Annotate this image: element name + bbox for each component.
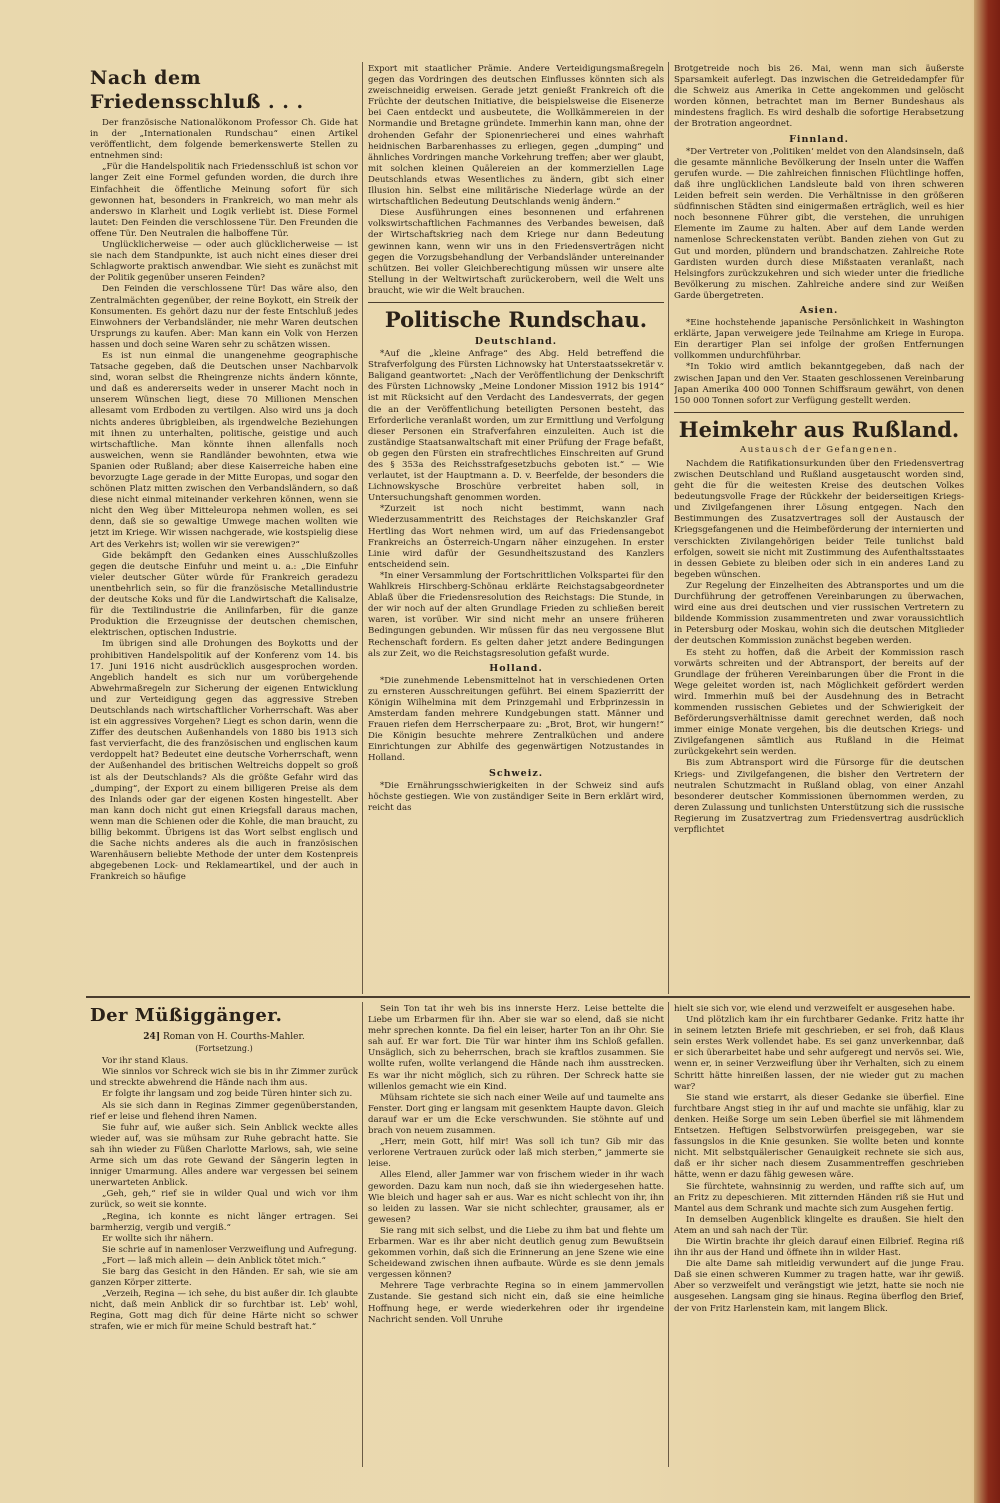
paragraph: „Fort — laß mich allein — dein Anblick tötet mich.“ [102,1255,326,1266]
novel-title: Der Müßiggänger. [90,1005,283,1026]
paragraph: Nachdem die Ratifikationsurkunden über den Friedensvertrag zwischen Deutschland und Rußland ausgetauscht worden sind, geht die für die weitesten Kreise des deutschen Volkes bedeutungsvolle Frage der Rückkehr der beiderseitigen Kriegs- und Zivilgefangenen ihrer Lösung entgegen. Nach den Bestimmungen des Zusatzvertrages soll der Austausch der Kriegsgefangenen und die Heimbeförderung der internierten und verschickten Zivilangehörigen beider Teile tunlichst bald erfolgen, soweit sie nicht mit Zustimmung des Aufenthaltsstaates in dessen Gebiete zu bleiben oder sich in ein anderes Land zu begeben wünschen. [674,458,964,580]
column-rule [668,62,669,994]
feuilleton-column-1 [90,1004,358,1466]
paragraph: „Verzeih, Regina — ich sehe, du bist außer dir. Ich glaubte nicht, daß mein Anblick dir so furchtbar ist. Leb' wohl, Regina, Gott mag dich für deine Härte nicht so schwer strafen, wie er mich für meine Schuld bestraft hat.“ [90,1289,358,1333]
paragraph: Es ist nun einmal die unangenehme geographische Tatsache gegeben, daß die Deutschen unser Nachbarvolk sind, woran selbst die Rheingrenze nichts ändern könnte, und daß es andererseits weder in unserer Macht noch in unserem Wünschen liegt, diese 70 Millionen Menschen allesamt vom Erdboden zu vertilgen. Also wird uns ja doch nichts anderes übrigbleiben, als irgendwelche Beziehungen mit ihnen zu unterhalten, politische, geistige und auch wirtschaftliche. Man könnte ihnen allenfalls noch ausweichen, wenn sie Randländer bewohnten, etwa wie Spanien oder Rußland; aber diese Kaiserreiche haben eine bevorzugte Lage gerade in der Mitte Europas, und sogar den schönen Platz mitten zwischen den Verbandsländern, so daß diese nicht einmal miteinander verkehren können, wenn sie nicht den Weg über Mitteleuropa nehmen wollen, es sei denn, daß sie so gewaltige Umwege machen wollten wie jetzt im Kriege. Wir wissen nachgerade, wie kostspielig diese Art des Verkehrs ist; wollen wir sie verewigen?“ [90,350,358,550]
novel-author: Roman von H. Courths-Mahler. [162,1032,305,1042]
paragraph: Gide bekämpft den Gedanken eines Ausschlußzolles gegen die deutsche Einfuhr und meint u. a.: „Die Einfuhr vieler deutscher Güter würde für Frankreich geradezu unentbehrlich sein, so für die französische Metallindustrie der deutsche Koks und für die Landwirtschaft die Kalisalze, für die Textilindustrie die Anilinfarben, für die ganze Produktion die Erzeugnisse der deutschen chemischen, elektrischen, optischen Industrie. [90,550,358,639]
subsection-heading: Schweiz. [488,767,544,779]
paragraph: Er folgte ihr langsam und zog beide Türen hinter sich zu. [102,1089,353,1100]
section-separator [86,996,970,998]
column-rule [362,62,363,994]
paragraph: *Auf die „kleine Anfrage“ des Abg. Held betreffend die Strafverfolgung des Fürsten Lichnowsky hat Unterstaatssekretär v. Baligand geantwortet: „Nach der Veröffentlichung der Denkschrift des Fürsten Lichnowsky „Meine Londoner Mission 1912 bis 1914“ ist mit Rücksicht auf den Verdacht des Landesverrats, der gegen die an der Veröffentlichung beteiligten Personen besteht, das Erforderliche veranlaßt worden, um zur Ermittlung und Verfolgung dieser Personen ein Strafverfahren einzuleiten. Auch ist die zuständige Staatsanwaltschaft mit einer Prüfung der Frage befaßt, ob gegen den Fürsten ein strafrechtliches Einschreiten auf Grund des § 353a des Reichsstrafgesetzbuchs geboten ist.“ — Wie verlautet, ist der Hauptmann a. D. v. Beerfelde, der besonders die Lichnowskysche Broschüre verbreitet haben soll, in Untersuchungshaft genommen worden. [368,349,664,504]
article-title: Heimkehr aus Rußland. [678,416,960,442]
paragraph: hielt sie sich vor, wie elend und verzweifelt er ausgesehen habe. [674,1004,955,1014]
paragraph: *Die Ernährungsschwierigkeiten in der Schweiz sind aufs höchste gestiegen. Wie von zuständiger Seite in Bern erklärt wird, reicht das [368,780,664,813]
paragraph: Bis zum Abtransport wird die Fürsorge für die deutschen Kriegs- und Zivilgefangenen, die bisher den Vertretern der neutralen Schutzmacht in Rußland oblag, von einer Anzahl besonderer deutscher Kommissionen übernommen werden, zu deren Zulassung und tunlichsten Unterstützung sich die russische Regierung im Zusatzvertrag zum Friedensvertrag ausdrücklich verpflichtet [674,758,964,835]
paragraph: Als sie sich dann in Reginas Zimmer gegenüberstanden, rief er leise und flehend ihren Namen. [90,1100,358,1122]
paragraph: „Für die Handelspolitik nach Friedensschluß ist schon vor langer Zeit eine Formel gefunden worden, die durch ihre Einfachheit die öffentliche Meinung sofort für sich gewonnen hat, besonders in Frankreich, wo man mehr als anderswo in Klarheit und Logik verliebt ist. Diese Formel lautet: Den Feinden die verschlossene Tür. Den Freunden die offene Tür. Den Neutralen die halboffene Tür. [90,162,358,239]
paragraph: Der französische Nationalökonom Professor Ch. Gide hat in der „Internationalen Rundschau“ einen Artikel veröffentlicht, dem folgende bemerkenswerte Stellen zu entnehmen sind: [90,118,358,162]
paragraph: „Geh, geh,“ rief sie in wilder Qual und wich vor ihm zurück, so weit sie konnte. [90,1189,358,1211]
paragraph: Vor ihr stand Klaus. [102,1056,189,1067]
paragraph: Sein Ton tat ihr weh bis ins innerste Herz. Leise bettelte die Liebe um Erbarmen für ihn. Aber sie war so elend, daß sie nicht mehr sprechen konnte. Da fiel ein leiser, harter Ton an ihr Ohr. Sie sah auf. Er war fort. Die Tür war hinter ihm ins Schloß gefallen. Unsäglich, sich zu beherrschen, brach sie kraftlos zusammen. Sie wollte rufen, wollte verlangend die Hände nach ihm ausstrecken. Es war ihr nicht möglich, sich zu rühren. Der Schreck hatte sie willenlos gemacht wie ein Kind. [368,1004,664,1092]
paragraph: Die Wirtin brachte ihr gleich darauf einen Eilbrief. Regina riß ihn ihr aus der Hand und öffnete ihn in wilder Hast. [674,1236,964,1259]
continuation-note: (Fortsetzung.) [195,1044,253,1054]
paragraph: *Der Vertreter von ‚Politiken‘ meldet von den Alandsinseln, daß die gesamte männliche Bevölkerung der Inseln unter die Waffen gerufen wurde. — Die zahlreichen finnischen Flüchtlinge hoffen, daß ihre unglücklichen Landsleute bald von ihren schweren Leiden befreit sein werden. Die Verhältnisse in den größeren südfinnischen Städten sind einigermaßen erträglich, weil es hier noch besonnene Führer gibt, die verstehen, die unruhigen Elemente im Zaume zu halten. Aber auf dem Lande werden namenlose Schreckenstaten verübt. Banden ziehen von Gut zu Gut und morden, plündern und brandschatzen. Zahlreiche Rote Gardisten wurden durch diese Mißstaaten veranlaßt, nach Helsingfors zurückzukehren und sich wieder unter die friedliche Bevölkerung zu mischen. Zahlreiche andere sind zur Weißen Garde übergetreten. [674,146,964,301]
paragraph: *In einer Versammlung der Fortschrittlichen Volkspartei für den Wahlkreis Hirschberg-Schönau erklärte Reichstagsabgeordneter Ablaß über die Friedensresolution des Reichstags: Die Stunde, in der wir noch auf der alten Grundlage Frieden zu schließen bereit waren, ist vorüber. Wir sind nicht mehr an unsere früheren Bedingungen gebunden. Wir müssen für das neu vergossene Blut Rechenschaft fordern. Es gelten daher jetzt andere Bedingungen als zur Zeit, wo die Reichstagsresolution gefaßt wurde. [368,570,664,659]
paragraph: *In Tokio wird amtlich bekanntgegeben, daß nach der zwischen Japan und den Ver. Staaten geschlossenen Vereinbarung Japan Amerika 400 000 Tonnen Schiffsraum gewährt, von denen 150 000 Tonnen sofort zur Verfügung gestellt werden. [674,362,964,406]
paragraph: Und plötzlich kam ihr ein furchtbarer Gedanke. Fritz hatte ihr in seinem letzten Briefe mit geschrieben, er sei froh, daß Klaus sein erstes Werk vollendet habe. Es sei ganz unverkennbar, daß er sich überarbeitet habe und sehr aufgeregt und nervös sei. Wie, wenn er, in seiner Verzweiflung über ihr Verhalten, sich zu einem Schritt hätte hinreißen lassen, der nie wieder gut zu machen war? [674,1015,964,1092]
paragraph: Es steht zu hoffen, daß die Arbeit der Kommission rasch vorwärts schreiten und der Abtransport, der bereits auf der Grundlage der früheren Vereinbarungen über die Front in die Wege geleitet worden ist, nach Möglichkeit gefördert werden wird. Immerhin muß bei der Ausdehnung des in Betracht kommenden russischen Gebietes und der Schwierigkeit der Beförderungsverhältnisse damit gerechnet werden, daß noch immer einige Monate vergehen, bis die deutschen Kriegs- und Zivilgefangenen sämtlich aus Rußland in die Heimat zurückgekehrt sein werden. [674,647,964,758]
paragraph: Diese Ausführungen eines besonnenen und erfahrenen volkswirtschaftlichen Fachmannes des Verbandes beweisen, daß der Wirtschaftskrieg nach dem Kriege nur dann Bedeutung gewinnen kann, wenn wir uns in den Friedensverträgen nicht gegen die Vorzugsbehandlung der Verbandsländer untereinander schützen. Bei voller Gleichberechtigung müssen wir unsere alte Stellung in der Weltwirtschaft zurückerobern, weil die Welt uns braucht, wie wir die Welt brauchen. [368,208,664,296]
section-title: Politische Rundschau. [384,306,648,332]
feuilleton-column-3 [674,1004,964,1466]
article-separator [674,412,964,413]
paragraph: In demselben Augenblick klingelte es draußen. Sie hielt den Atem an und sah nach der Tür. [674,1214,964,1236]
paragraph: *Die zunehmende Lebensmittelnot hat in verschiedenen Orten zu ernsteren Ausschreitungen geführt. Bei einem Spazierritt der Königin Wilhelmina mit dem Prinzgemahl und Erbprinzessin in Amsterdam fanden mehrere Kundgebungen statt. Männer und Frauen riefen dem Herrscherpaare zu: „Brot, Brot, wir hungern!“ Die Königin besuchte mehrere Zentralküchen und andere Einrichtungen zur Abhilfe des gegenwärtigen Notzustandes in Holland. [368,675,664,764]
paragraph: Zur Regelung der Einzelheiten des Abtransportes und um die Durchführung der getroffenen Vereinbarungen zu überwachen, wird eine aus drei deutschen und vier russischen Vertretern zu bildende Kommission zusammentreten und zwar voraussichtlich in Petersburg oder Moskau, wohin sich die deutschen Mitglieder der deutschen Kommission zunächst begeben werden. [674,580,964,647]
paragraph: Unglücklicherweise — oder auch glücklicherweise — ist sie nach dem Standpunkte, ist auch nicht eines dieser drei Schlagworte praktisch anwendbar. Wie sieht es zunächst mit der Politik gegenüber unseren Feinden? [90,240,358,284]
column-rule [362,1002,363,1467]
paragraph: Mehrere Tage verbrachte Regina so in einem jammervollen Zustande. Sie gestand sich nicht ein, daß sie eine heimliche Hoffnung hege, er werde wiederkehren oder ihr irgendeine Nachricht senden. Voll Unruhe [368,1281,664,1325]
paragraph: Im übrigen sind alle Drohungen des Boykotts und der prohibitiven Handelspolitik auf der Konferenz vom 14. bis 17. Juni 1916 nicht ausdrücklich ausgesprochen worden. Angeblich handelt es sich nur um vorübergehende Abwehrmaßregeln zur Sicherung der eigenen Entwicklung und zur Verteidigung gegen das aggressive Streben Deutschlands nach wirtschaftlicher Vorherrschaft. Was aber ist ein aggressives Vorgehen? Liegt es schon darin, wenn die Ziffer des deutschen Außenhandels von 1880 bis 1913 sich fast vervierfacht, die des französischen und englischen kaum verdoppelt hat? Bedeutet eine deutsche Vorherrschaft, wenn der Außenhandel des britischen Weltreichs doppelt so groß ist als der Deutschlands? Als die größte Gefahr wird das „dumping“, der Export zu einem billigeren Preise als dem des Inlands oder gar der eigenen Kosten hingestellt. Aber man kann doch nicht gut einen Kriegsfall daraus machen, wenn man die Schienen oder die Kohle, die man braucht, zu billig bekommt. Übrigens ist das Wort selbst englisch und die Sache nichts anderes als die auch in französischen Warenhäusern beliebte Methode der unter dem Kostenpreis abgegebenen Lock- und Reklameartikel, und der auch in Frankreich so häufige [90,639,358,883]
paragraph: Sie fuhr auf, wie außer sich. Sein Anblick weckte alles wieder auf, was sie mühsam zur Ruhe gebracht hatte. Sie sah ihn wieder zu Füßen Charlotte Marlows, sah, wie seine Arme sich um das rote Gewand der Sängerin legten in inniger Umarmung. Alles andere war vergessen bei seinem unerwarteten Anblick. [90,1122,358,1189]
subsection-heading: Finnland. [789,133,849,145]
paragraph: Sie fürchtete, wahnsinnig zu werden, und raffte sich auf, um an Fritz zu depeschieren. Mit zitternden Händen riß sie Hut und Mantel aus dem Schrank und machte sich zum Ausgehen fertig. [674,1181,964,1214]
subsection-heading: Holland. [489,662,543,674]
subsection-heading: Asien. [799,304,839,316]
paragraph: Sie barg das Gesicht in den Händen. Er sah, wie sie am ganzen Körper zitterte. [90,1266,358,1289]
column-3 [674,64,964,994]
subsection-heading: Deutschland. [474,335,558,347]
binding-edge [974,0,1000,1503]
feuilleton-column-2 [368,1004,664,1466]
paragraph: Sie schrie auf in namenloser Verzweiflung und Aufregung. [102,1244,357,1255]
column-2 [368,64,664,994]
paragraph: Sie stand wie erstarrt, als dieser Gedanke sie überfiel. Eine furchtbare Angst stieg in ihr auf und machte sie unfähig, klar zu denken. Heiße Sorge um sein Leben überfiel sie mit lähmendem Entsetzen. Heftigen Selbstvorwürfen preisgegeben, war sie fassungslos in die Knie gesunken. Sie wollte beten und konnte nicht. Mit selbstquälerischer Genauigkeit rechnete sie sich aus, daß er ihr sicher nach diesem Zusammentreffen geschrieben hätte, wenn er dazu fähig gewesen wäre. [674,1092,964,1181]
article-title: Nach dem Friedensschluß . . . [90,67,304,113]
paragraph: „Regina, ich konnte es nicht länger ertragen. Sei barmherzig, vergib und vergiß.“ [90,1211,358,1233]
paragraph: Brotgetreide noch bis 26. Mai, wenn man sich äußerste Sparsamkeit auferlegt. Das inzwischen die Getreidedampfer für die Schweiz aus Amerika in Cette angekommen und gelöscht worden können, betrachtet man im Berner Bundeshaus als mindestens fraglich. Es wird deshalb die sofortige Herabsetzung der Brotration angeordnet. [674,64,964,130]
chapter-number: 24] [143,1032,161,1042]
article-separator [368,302,664,303]
paragraph: Mühsam richtete sie sich nach einer Weile auf und taumelte ans Fenster. Dort ging er langsam mit gesenktem Haupte davon. Gleich darauf war er um die Ecke verschwunden. Sie stöhnte auf und brach von neuem zusammen. [368,1092,664,1137]
paragraph: Die alte Dame sah mitleidig verwundert auf die junge Frau. Daß sie einen schweren Kummer zu tragen hatte, war ihr gewiß. Aber so verzweifelt und verängstigt wie jetzt, hatte sie noch nie ausgesehen. Langsam ging sie hinaus. Regina überflog den Brief, der von Fritz Harlenstein kam, mit langem Blick. [674,1259,964,1314]
paragraph: *Eine hochstehende japanische Persönlichkeit in Washington erklärte, Japan verweigere jede Teilnahme am Kriege in Europa. Ein derartiger Plan sei infolge der großen Entfernungen vollkommen undurchführbar. [674,318,964,362]
paragraph: Wie sinnlos vor Schreck wich sie bis in ihr Zimmer zurück und streckte abwehrend die Hände nach ihm aus. [90,1067,358,1089]
paragraph: Export mit staatlicher Prämie. Andere Verteidigungsmaßregeln gegen das Vordringen des deutschen Einflusses könnten sich als zweischneidig erweisen. Gerade jetzt genießt Frankreich oft die Früchte der deutschen Initiative, die beispielsweise die Eisenerze bei Caen entdeckt und ausbeutete, die Wollkämmereien in der Normandie und Bretagne gründete. Immerhin kann man, ohne der drohenden Gefahr der Spionenriecherei und eines wahrhaft heidnischen Barbarenhasses zu erliegen, gegen „dumping“ und ähnliches Vordringen manche Vorkehrung treffen; aber wer glaubt, mit solchen kleinen Quälereien an der kommerziellen Lage Deutschlands etwas Wesentliches zu ändern, gibt sich einer Illusion hin. Selbst eine militärische Niederlage würde an der wirtschaftlichen Bedeutung Deutschlands wenig ändern.“ [368,64,664,208]
column-1 [90,66,358,994]
paragraph: „Herr, mein Gott, hilf mir! Was soll ich tun? Gib mir das verlorene Vertrauen zurück oder laß mich sterben,“ jammerte sie leise. [368,1137,664,1170]
column-rule [668,1002,669,1467]
paragraph: Den Feinden die verschlossene Tür! Das wäre also, den Zentralmächten gegenüber, der reine Boykott, ein Streik der Konsumenten. Es gehört dazu nur der feste Entschluß jedes Einwohners der Verbandsländer, nie mehr Waren deutschen Ursprungs zu kaufen. Aber: Man kann ein Volk von Herzen hassen und doch seine Waren sehr zu schätzen wissen. [90,284,358,350]
article-subtitle: Austausch der Gefangenen. [740,444,898,455]
paragraph: Er wollte sich ihr nähern. [102,1233,214,1244]
paragraph: *Zurzeit ist noch nicht bestimmt, wann nach Wiederzusammentritt des Reichstages der Reichskanzler Graf Hertling das Wort nehmen wird, um auf das Friedensangebot Frankreichs an Österreich-Ungarn näher einzugehen. In erster Linie wird dafür der Gesundheitszustand des Kanzlers entscheidend sein. [368,504,664,570]
paragraph: Sie rang mit sich selbst, und die Liebe zu ihm bat und flehte um Erbarmen. War es ihr aber nicht deutlich genug zum Bewußtsein gekommen vorhin, daß sich die Erinnerung an jene Szene wie eine Scheidewand zwischen ihnen aufbaute. Würde es sie denn jemals vergessen können? [368,1225,664,1281]
paragraph: Alles Elend, aller Jammer war von frischem wieder in ihr wach geworden. Dazu kam nun noch, daß sie ihn wiedergesehen hatte. Wie bleich und hager sah er aus. War es nicht schlecht von ihr, ihn so leiden zu lassen. War sie nicht schlechter, grausamer, als er gewesen? [368,1170,664,1225]
